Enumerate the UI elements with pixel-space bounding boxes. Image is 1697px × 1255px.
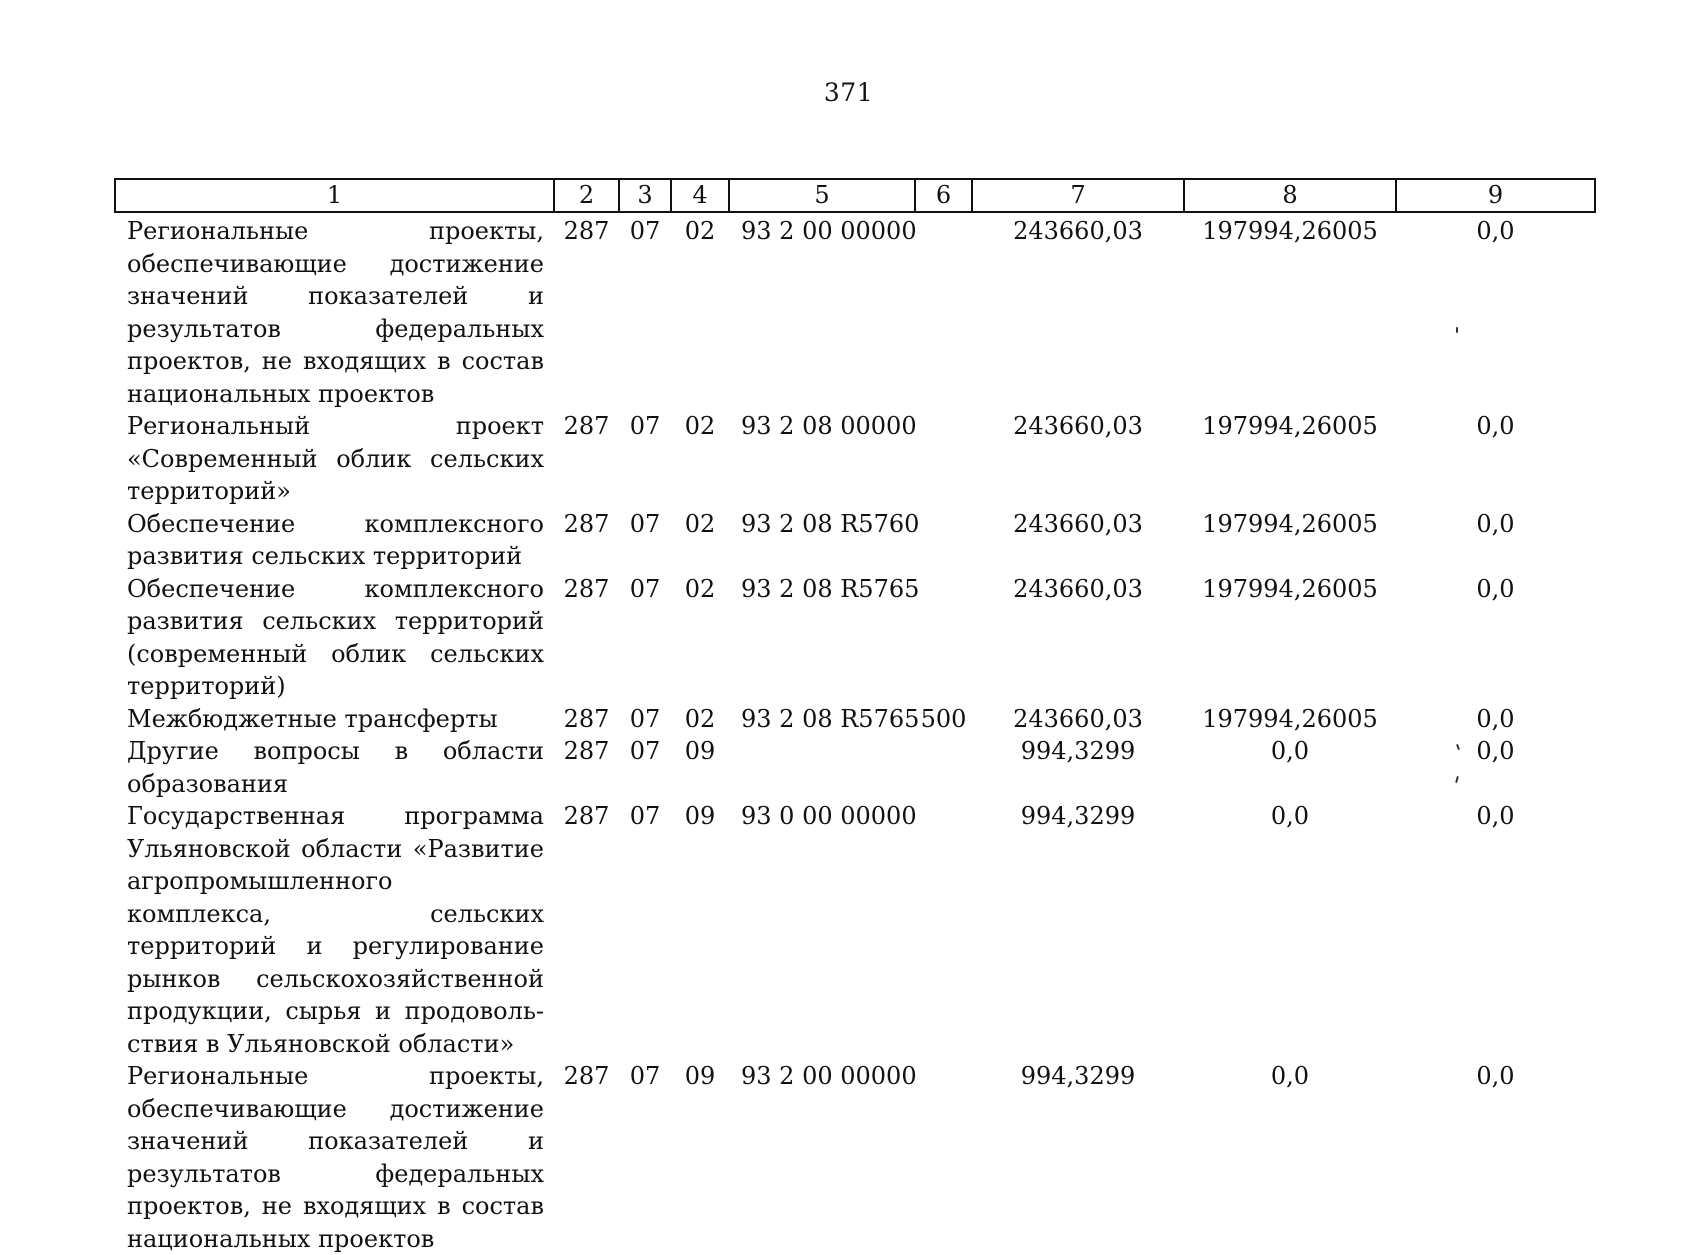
row-name: Обеспечение комплексного развития сельских территорий (современный облик сельских территорий) <box>127 574 544 700</box>
cell-amount-2: 0,0 <box>1270 1062 1310 1090</box>
row-name: Государственная программа Ульяновской области «Развитие агропромышленного комплекса, сельских территорий и регулирование рынков сельскохозяйственной продукции, сырья и продовольствия в Ульяновской области» <box>127 802 544 1058</box>
cell-expense-type <box>915 1060 972 1255</box>
cell-section: 07 <box>629 737 661 765</box>
cell-expense-type <box>915 800 972 1060</box>
cell-target-article: 93 2 08 R5765 <box>741 574 920 603</box>
cell-amount-3: 0,0 <box>1476 509 1515 538</box>
cell-target-article: 93 2 08 R5765 <box>741 704 920 733</box>
table-row <box>115 508 1595 573</box>
cell-subsection: 02 <box>684 509 716 538</box>
cell-expense-type <box>915 410 972 508</box>
cell-ministry: 287 <box>563 574 610 603</box>
cell-expense-type: 500 <box>920 704 967 733</box>
header-col-1: 1 <box>115 179 554 212</box>
cell-amount-2: 197994,26005 <box>1202 574 1378 603</box>
header-col-8: 8 <box>1184 179 1396 212</box>
cell-section: 07 <box>629 412 661 440</box>
cell-ministry: 287 <box>563 1062 610 1090</box>
header-col-4: 4 <box>671 179 729 212</box>
cell-amount-1: 243660,03 <box>1013 509 1143 538</box>
cell-amount-1: 994,3299 <box>1020 802 1136 830</box>
cell-target-article <box>729 735 915 800</box>
cell-subsection: 09 <box>684 802 716 830</box>
cell-section: 07 <box>629 704 661 733</box>
cell-amount-2: 197994,26005 <box>1202 217 1378 245</box>
cell-ministry: 287 <box>563 802 610 830</box>
cell-amount-3: 0,0 <box>1476 802 1515 830</box>
row-name: Другие вопросы в области образования <box>127 737 544 798</box>
cell-expense-type <box>915 508 972 573</box>
header-col-5: 5 <box>729 179 915 212</box>
table-row <box>115 735 1595 800</box>
cell-section: 07 <box>629 802 661 830</box>
cell-subsection: 02 <box>684 574 716 603</box>
cell-subsection: 02 <box>684 217 716 245</box>
cell-section: 07 <box>629 1062 661 1090</box>
cell-amount-2: 0,0 <box>1270 737 1310 765</box>
header-row <box>115 179 1595 212</box>
cell-ministry: 287 <box>563 509 610 538</box>
budget-table <box>114 178 1596 1255</box>
cell-expense-type <box>915 573 972 703</box>
cell-amount-2: 197994,26005 <box>1202 704 1378 733</box>
cell-amount-1: 243660,03 <box>1013 574 1143 603</box>
cell-subsection: 09 <box>684 1062 716 1090</box>
header-col-9: 9 <box>1396 179 1595 212</box>
table-body <box>115 212 1595 1255</box>
cell-ministry: 287 <box>563 737 610 765</box>
cell-amount-3: 0,0 <box>1476 737 1515 765</box>
page-number: 371 <box>823 78 874 107</box>
row-name: Региональные проекты, обеспечивающие достижение значений показателей и результатов федеральных проектов, не входящих в состав национальных проектов <box>127 217 544 408</box>
cell-amount-3: 0,0 <box>1476 1062 1515 1090</box>
cell-ministry: 287 <box>563 217 610 245</box>
row-name: Региональные проекты, обеспечивающие достижение значений показателей и результатов федеральных проектов, не входящих в состав национальных проектов <box>127 1062 544 1253</box>
row-name: Межбюджетные трансферты <box>127 704 498 733</box>
table-row <box>115 573 1595 703</box>
header-col-2: 2 <box>554 179 619 212</box>
cell-target-article: 93 2 08 R5760 <box>741 509 920 538</box>
cell-amount-1: 994,3299 <box>1020 737 1136 765</box>
cell-expense-type <box>915 212 972 410</box>
table-row <box>115 1060 1595 1255</box>
cell-amount-3: 0,0 <box>1476 217 1515 245</box>
cell-amount-1: 243660,03 <box>1013 412 1143 440</box>
header-col-6: 6 <box>915 179 972 212</box>
cell-subsection: 02 <box>684 412 716 440</box>
table-row <box>115 410 1595 508</box>
cell-target-article: 93 2 00 00000 <box>741 217 917 245</box>
row-name: Региональный проект «Современный облик сельских территорий» <box>127 412 544 505</box>
cell-amount-3: 0,0 <box>1476 412 1515 440</box>
scan-mark <box>1456 327 1458 333</box>
table-row <box>115 703 1595 736</box>
cell-section: 07 <box>629 574 661 603</box>
cell-amount-2: 197994,26005 <box>1202 509 1378 538</box>
cell-subsection: 09 <box>684 737 716 765</box>
cell-amount-3: 0,0 <box>1476 574 1515 603</box>
cell-amount-1: 243660,03 <box>1013 217 1143 245</box>
table-row <box>115 800 1595 1060</box>
cell-amount-1: 243660,03 <box>1013 704 1143 733</box>
row-name: Обеспечение комплексного развития сельских территорий <box>127 509 544 570</box>
cell-target-article: 93 2 00 00000 <box>741 1062 917 1090</box>
cell-expense-type <box>915 735 972 800</box>
cell-subsection: 02 <box>684 704 716 733</box>
cell-target-article: 93 0 00 00000 <box>741 802 917 830</box>
cell-ministry: 287 <box>563 412 610 440</box>
table-header <box>115 179 1595 212</box>
table-row <box>115 212 1595 410</box>
cell-target-article: 93 2 08 00000 <box>741 412 917 440</box>
cell-amount-1: 994,3299 <box>1020 1062 1136 1090</box>
cell-amount-2: 197994,26005 <box>1202 412 1378 440</box>
header-col-3: 3 <box>619 179 671 212</box>
cell-ministry: 287 <box>563 704 610 733</box>
cell-section: 07 <box>629 509 661 538</box>
header-col-7: 7 <box>972 179 1184 212</box>
cell-section: 07 <box>629 217 661 245</box>
cell-amount-3: 0,0 <box>1476 704 1515 733</box>
cell-amount-2: 0,0 <box>1270 802 1310 830</box>
